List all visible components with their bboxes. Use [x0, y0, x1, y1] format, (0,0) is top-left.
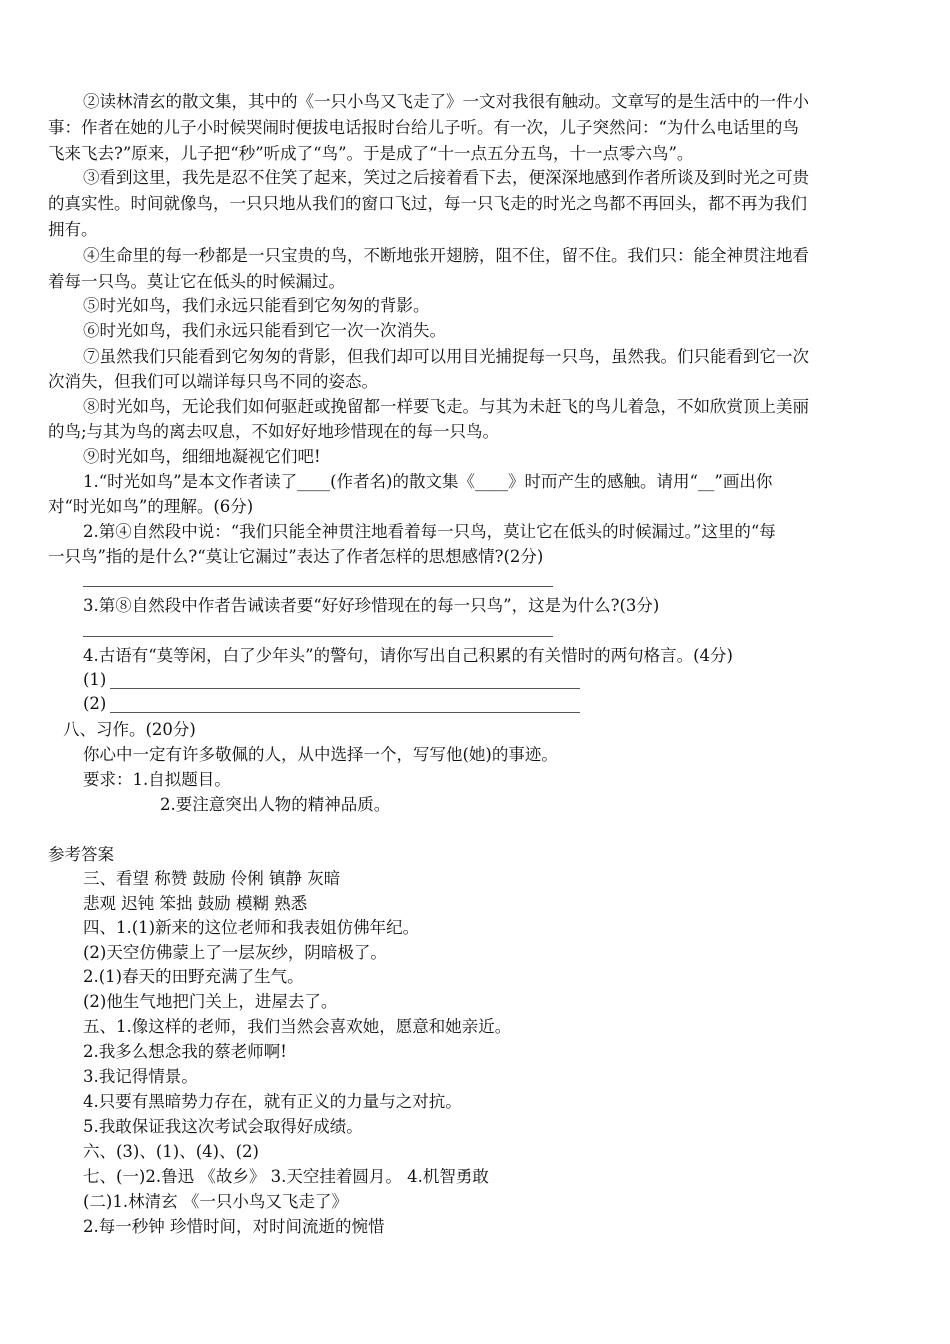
answer-line: 三、看望 称赞 鼓励 伶俐 镇静 灰暗: [83, 869, 341, 888]
question-1-line: 对“时光如鸟”的理解。(6分): [48, 497, 254, 516]
paragraph-6: ⑥时光如鸟，我们永远只能看到它一次一次消失。: [83, 321, 446, 340]
question-4-blank-2-label: (2): [83, 694, 107, 713]
answer-line: [110, 688, 580, 689]
paragraph-7-line: 次消失，但我们可以端详每只鸟不同的姿态。: [48, 372, 378, 391]
paragraph-3-line: 拥有。: [48, 220, 98, 239]
essay-heading: 八、习作。(20分): [63, 720, 196, 739]
answer-line: 5.我敢保证我这次考试会取得好成绩。: [83, 1117, 363, 1136]
paragraph-2-line: 事：作者在她的儿子小时候哭闹时便拔电话报时台给儿子听。有一次，儿子突然问：“为什么电话里的鸟: [48, 118, 799, 137]
question-4: 4.古语有“莫等闲，白了少年头”的警句，请你写出自己积累的有关惜时的两句格言。(4分): [83, 646, 733, 665]
answer-line: 3.我记得情景。: [83, 1067, 198, 1086]
answer-line: 2.每一秒钟 珍惜时间，对时间流逝的惋惜: [83, 1217, 385, 1236]
answer-line: [110, 712, 580, 713]
answer-line: (二)1.林清玄 《一只小鸟又飞走了》: [83, 1192, 348, 1211]
answer-line: 六、(3)、(1)、(4)、(2): [83, 1142, 259, 1161]
answer-line: 悲观 迟钝 笨拙 鼓励 模糊 熟悉: [83, 894, 308, 913]
paragraph-4-line: ④生命里的每一秒都是一只宝贵的鸟，不断地张开翅膀，阻不住，留不住。我们只：能全神贯注地看: [83, 246, 809, 265]
question-2-line: 2.第④自然段中说：“我们只能全神贯注地看着每一只鸟，莫让它在低头的时候漏过。”这里的“每: [83, 522, 776, 541]
answer-line: 2.(1)春天的田野充满了生气。: [83, 967, 304, 986]
paragraph-8-line: ⑧时光如鸟，无论我们如何驱赶或挽留都一样要飞走。与其为未赶飞的鸟儿着急，不如欣赏顶上美丽: [83, 397, 809, 416]
paragraph-4-line: 着每一只鸟。莫让它在低头的时候漏过。: [48, 272, 345, 291]
answer-line: [83, 586, 553, 587]
paragraph-3-line: ③看到这里，我先是忍不住笑了起来，笑过之后接着看下去，便深深地感到作者所谈及到时光之可贵: [83, 168, 809, 187]
answer-line: 4.只要有黑暗势力存在，就有正义的力量与之对抗。: [83, 1092, 462, 1111]
paragraph-2-line: ②读林清玄的散文集，其中的《一只小鸟又飞走了》一文对我很有触动。文章写的是生活中的一件小: [83, 92, 809, 111]
paragraph-8-line: 的鸟;与其为鸟的离去叹息，不如好好地珍惜现在的每一只鸟。: [48, 422, 500, 441]
answer-line: (2)他生气地把门关上，进屋去了。: [83, 992, 338, 1011]
answer-key-title: 参考答案: [48, 845, 114, 864]
answer-line: 五、1.像这样的老师，我们当然会喜欢她，愿意和她亲近。: [83, 1017, 512, 1036]
essay-prompt: 你心中一定有许多敬佩的人，从中选择一个，写写他(她)的事迹。: [83, 745, 558, 764]
answer-line: (2)天空仿佛蒙上了一层灰纱，阴暗极了。: [83, 943, 387, 962]
paragraph-2-line: 飞来飞去?”原来，儿子把“秒”听成了“鸟”。于是成了“十一点五分五鸟，十一点零六鸟”。: [48, 144, 694, 163]
paragraph-5: ⑤时光如鸟，我们永远只能看到它匆匆的背影。: [83, 296, 430, 315]
question-4-blank-1-label: (1): [83, 670, 107, 689]
paragraph-7-line: ⑦虽然我们只能看到它匆匆的背影，但我们却可以用目光捕捉每一只鸟，虽然我。们只能看到它一次: [83, 347, 809, 366]
answer-line: [83, 636, 553, 637]
question-2-line: 一只鸟”指的是什么?“莫让它漏过”表达了作者怎样的思想感情?(2分): [48, 547, 544, 566]
question-3: 3.第⑧自然段中作者告诫读者要“好好珍惜现在的每一只鸟”，这是为什么?(3分): [83, 596, 660, 615]
answer-line: 四、1.(1)新来的这位老师和我表姐仿佛年纪。: [83, 918, 420, 937]
paragraph-3-line: 的真实性。时间就像鸟，一只只地从我们的窗口飞过，每一只飞走的时光之鸟都不再回头，都不再为我们: [48, 194, 807, 213]
essay-requirement-2: 2.要注意突出人物的精神品质。: [160, 795, 391, 814]
question-1-line: 1.“时光如鸟”是本文作者读了____(作者名)的散文集《____》时而产生的感触。请用“__”画出你: [83, 472, 773, 491]
answer-line: 七、(一)2.鲁迅 《故乡》 3.天空挂着圆月。 4.机智勇敢: [83, 1167, 489, 1186]
answer-line: 2.我多么想念我的蔡老师啊!: [83, 1042, 287, 1061]
paragraph-9: ⑨时光如鸟，细细地凝视它们吧!: [83, 447, 321, 466]
essay-requirement-1: 要求：1.自拟题目。: [83, 770, 231, 789]
